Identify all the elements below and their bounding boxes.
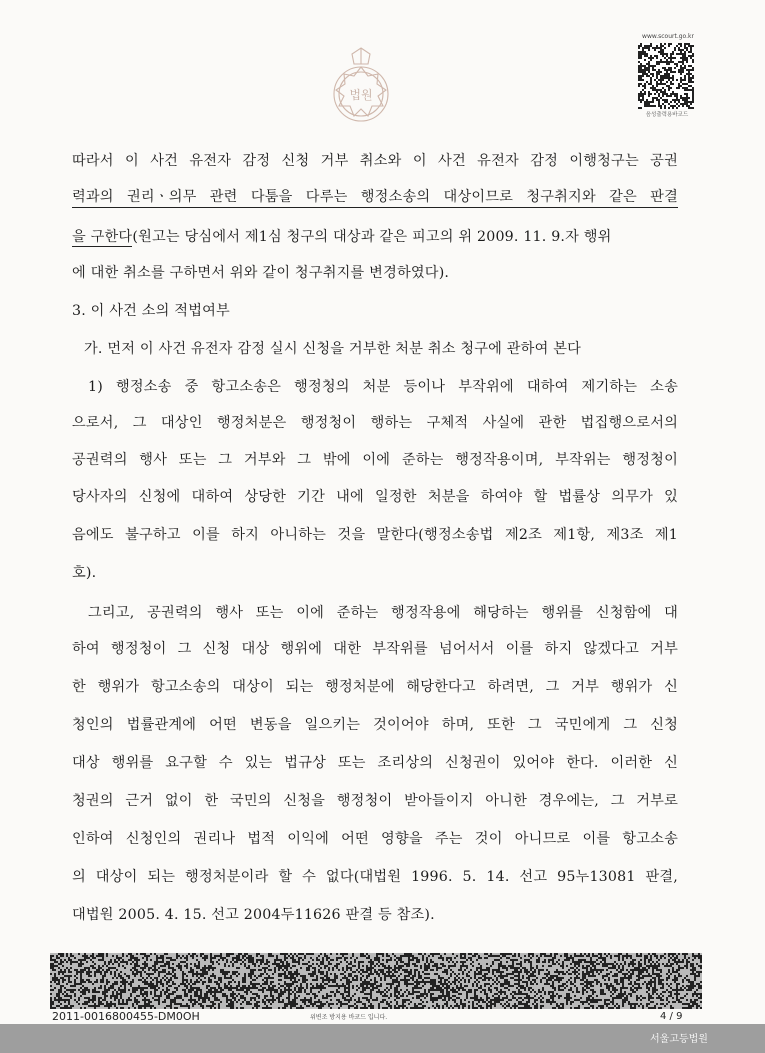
p1-line-3 <box>72 228 612 246</box>
p2-line-4: 당사자의 신청에 대하여 상당한 기간 내에 일정한 처분을 하여야 할 법률상 의무가 있 <box>72 489 678 505</box>
qr-caption: 음성출력용바코드 <box>645 112 689 118</box>
seal-text: 법원 <box>349 88 373 102</box>
p1-line-1-text: 따라서 이 사건 유전자 감정 신청 거부 취소와 이 사건 유전자 감정 이행청구는 공권 <box>72 153 678 169</box>
p3-line-6: 청권의 근거 없이 한 국민의 신청을 행정청이 받아들이지 아니한 경우에는, 그 거부로 <box>72 793 678 809</box>
sub-heading-ga: 가. 먼저 이 사건 유전자 감정 실시 신청을 거부한 처분 취소 청구에 관하여 본다 <box>84 341 581 357</box>
p2-line-1: 1) 행정소송 중 항고소송은 행정청의 처분 등이나 부작위에 대하여 제기하는 소송 <box>88 379 678 395</box>
court-name: 서울고등법원 <box>650 1034 708 1045</box>
p1-line-4: 에 대한 취소를 구하면서 위와 같이 청구취지를 변경하였다). <box>72 265 450 281</box>
p3-line-9: 대법원 2005. 4. 15. 선고 2004두11626 판결 등 참조). <box>72 907 435 923</box>
p3-line-4: 청인의 법률관계에 어떤 변동을 일으키는 것이어야 하며, 또한 그 국민에게 그 신청 <box>72 717 678 733</box>
section-3-heading: 3. 이 사건 소의 적법여부 <box>72 303 230 319</box>
p1-line-2: 력과의 권리ㆍ의무 관련 다툼을 다루는 행정소송의 대상이므로 청구취지와 같은 판결 <box>72 188 678 208</box>
barcode-notice: 위변조 방지용 바코드 입니다. <box>310 1014 388 1021</box>
page-number: 4 / 9 <box>660 1011 683 1022</box>
p1-line-3-rest: (원고는 당심에서 제1심 청구의 대상과 같은 피고의 위 2009. 11. 9.자 행위 <box>132 229 612 245</box>
p2-line-2: 으로서, 그 대상인 행정처분은 행정청이 행하는 구체적 사실에 관한 법집행으로서의 <box>72 415 678 431</box>
p3-line-1: 그리고, 공권력의 행사 또는 이에 준하는 행정작용에 해당하는 행위를 신청함에 대 <box>88 605 678 621</box>
p3-line-7: 인하여 신청인의 권리나 법적 이익에 어떤 영향을 주는 것이 아니므로 이를 항고소송 <box>72 831 678 847</box>
document-id: 2011-0016800455-DM0OH <box>52 1010 200 1023</box>
p3-line-8: 의 대상이 되는 행정처분이라 할 수 없다(대법원 1996. 5. 14. 선고 95누13081 판결, <box>72 869 678 885</box>
court-seal-icon <box>330 44 392 128</box>
p3-line-2: 하여 행정청이 그 신청 대상 행위에 대한 부작위를 넘어서서 이를 하지 않겠다고 거부 <box>72 641 678 657</box>
p1-line-1 <box>72 152 678 170</box>
anti-forgery-barcode-icon <box>50 953 702 1009</box>
underlined-phrase: 을 구한다 <box>72 229 133 245</box>
p3-line-5: 대상 행위를 요구할 수 있는 법규상 또는 조리상의 신청권이 있어야 한다. 이러한 신 <box>72 755 678 771</box>
p2-line-5: 음에도 불구하고 이를 하지 아니하는 것을 말한다(행정소송법 제2조 제1항, 제3조 제1 <box>72 527 678 543</box>
p3-line-3: 한 행위가 항고소송의 대상이 되는 행정처분에 해당한다고 하려면, 그 거부 행위가 신 <box>72 679 678 695</box>
p2-line-6: 호). <box>72 565 97 581</box>
qr-url: www.scourt.go.kr <box>642 33 694 40</box>
qr-code-icon <box>638 43 694 109</box>
p2-line-3: 공권력의 행사 또는 그 거부와 그 밖에 이에 준하는 행정작용이며, 부작위는 행정청이 <box>72 452 678 468</box>
